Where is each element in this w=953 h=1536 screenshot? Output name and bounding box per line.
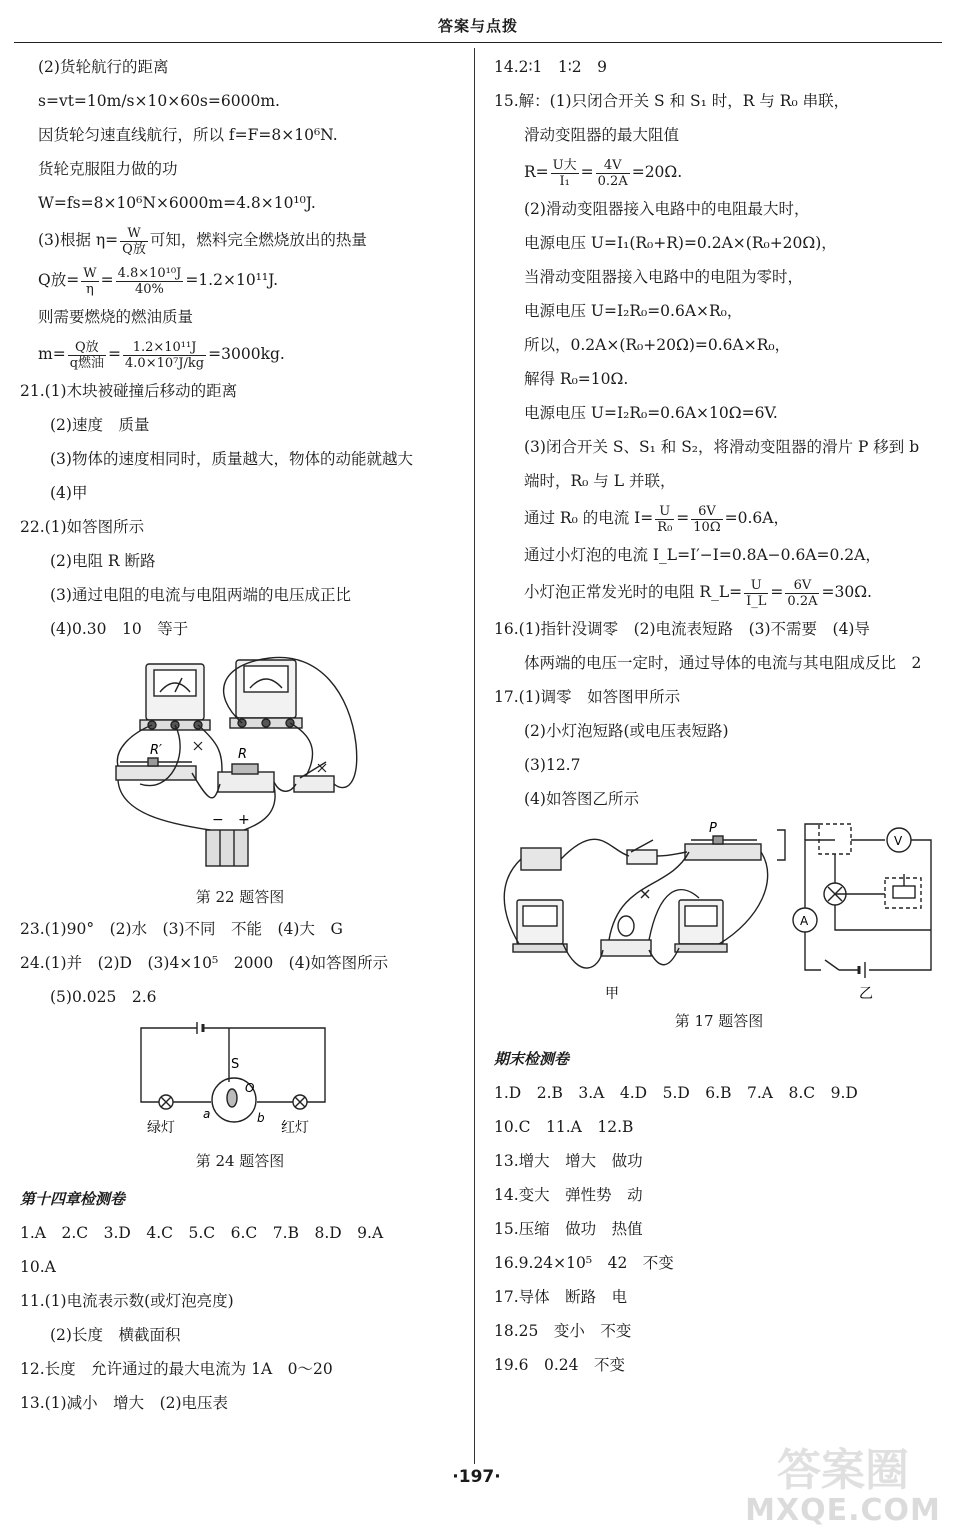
watermark-small: MXQE.COM <box>745 1493 941 1528</box>
text-line: W=fs=8×10⁶N×6000m=4.8×10¹⁰J. <box>38 194 316 212</box>
numerator: U <box>744 578 768 594</box>
formula-text: = <box>676 509 690 527</box>
text-line: (3)闭合开关 S、S₁ 和 S₂，将滑动变阻器的滑片 P 移到 b <box>524 438 920 456</box>
numerator: W <box>83 265 97 281</box>
text-line: (2)滑动变阻器接入电路中的电阻最大时， <box>524 200 810 218</box>
formula-text: m= <box>38 345 66 363</box>
circuit-17-diagram <box>499 820 939 1006</box>
text-line: 电源电压 U=I₁(R₀+R)=0.2A×(R₀+20Ω)， <box>524 234 837 252</box>
text-line: (3)通过电阻的电流与电阻两端的电压成正比 <box>50 586 351 604</box>
page-number: ·197· <box>452 1467 501 1487</box>
formula-text: (3)根据 η= <box>38 231 119 249</box>
label-a: a <box>203 1107 211 1121</box>
numerator: 1.2×10¹¹J <box>123 340 206 356</box>
text-line: 11.(1)电流表示数(或灯泡亮度) <box>20 1292 234 1310</box>
denominator: I_L <box>746 593 767 609</box>
text-line: (4)甲 <box>50 484 88 502</box>
label-v: V <box>894 834 903 848</box>
label-green-light: 绿灯 <box>147 1120 175 1136</box>
denominator: η <box>85 281 94 297</box>
figure-17-caption: 第 17 题答图 <box>674 1012 764 1030</box>
label-p: P <box>709 821 717 836</box>
fraction <box>68 340 106 371</box>
fraction <box>655 504 674 535</box>
fraction <box>744 578 768 609</box>
numerator: 4.8×10¹⁰J <box>117 265 182 281</box>
text-line: 10.C 11.A 12.B <box>494 1118 634 1136</box>
numerator: Q放 <box>68 340 106 356</box>
numerator: 6V <box>691 504 722 520</box>
label-plus: + <box>238 812 250 828</box>
text-line: 当滑动变阻器接入电路中的电阻为零时， <box>524 268 804 286</box>
figure-24 <box>135 1022 345 1146</box>
formula-text: =0.6A， <box>724 509 789 527</box>
question-16: 16.(1)指针没调零 (2)电流表短路 (3)不需要 (4)导 <box>494 620 870 638</box>
formula-text: Q放= <box>38 271 80 289</box>
formula-r <box>494 152 944 192</box>
text-line: 通过小灯泡的电流 I_L=I′−I=0.8A−0.6A=0.2A， <box>524 546 881 564</box>
formula-text: R= <box>524 163 549 181</box>
label-r-prime: R′ <box>150 743 162 758</box>
label-jia: 甲 <box>605 986 619 1002</box>
label-s: S <box>231 1057 240 1072</box>
label-a: A <box>800 914 809 928</box>
question-17: 17.(1)调零 如答图甲所示 <box>494 688 681 706</box>
text-line: 滑动变阻器的最大阻值 <box>524 126 680 144</box>
question-24: 24.(1)并 (2)D (3)4×10⁵ 2000 (4)如答图所示 <box>20 954 389 972</box>
denominator: 0.2A <box>787 593 818 609</box>
text-line: (2)小灯泡短路(或电压表短路) <box>524 722 729 740</box>
section-title-final: 期末检测卷 <box>494 1050 570 1068</box>
figure-22 <box>110 654 370 882</box>
denominator: 40% <box>135 281 164 297</box>
numerator: U大 <box>552 157 577 173</box>
text-line: 17.导体 断路 电 <box>494 1288 628 1306</box>
formula-rl <box>494 572 944 612</box>
fraction <box>691 504 722 535</box>
formula-text: 小灯泡正常发光时的电阻 R_L= <box>524 583 743 601</box>
label-red-light: 红灯 <box>281 1120 309 1136</box>
label-yi: 乙 <box>859 986 873 1002</box>
numerator: 4V <box>596 158 630 174</box>
text-line: 因货轮匀速直线航行，所以 f=F=8×10⁶N. <box>38 126 338 144</box>
text-line: 所以，0.2A×(R₀+20Ω)=0.6A×R₀， <box>524 336 791 354</box>
formula-text: = <box>100 271 114 289</box>
text-line: 14.变大 弹性势 动 <box>494 1186 643 1204</box>
text-line: 解得 R₀=10Ω. <box>524 370 629 388</box>
question-14: 14.2∶1 1∶2 9 <box>494 58 608 76</box>
label-r: R <box>238 747 248 762</box>
text-line: 1.D 2.B 3.A 4.D 5.D 6.B 7.A 8.C 9.D <box>494 1084 858 1102</box>
figure-22-caption: 第 22 题答图 <box>195 888 285 906</box>
text-line: 16.9.24×10⁵ 42 不变 <box>494 1254 674 1272</box>
column-divider <box>474 48 475 1464</box>
fraction <box>785 578 819 609</box>
formula-i <box>494 498 944 538</box>
text-line: (2)电阻 R 断路 <box>50 552 156 570</box>
text-line: 端时，R₀ 与 L 并联， <box>524 472 676 490</box>
text-line: 10.A <box>20 1258 56 1276</box>
header-title: 答案与点拨 <box>437 17 518 35</box>
denominator: R₀ <box>657 519 673 535</box>
text-line: 13.增大 增大 做功 <box>494 1152 643 1170</box>
denominator: 10Ω <box>693 519 721 535</box>
question-21: 21.(1)木块被碰撞后移动的距离 <box>20 382 238 400</box>
text-line: 电源电压 U=I₂R₀=0.6A×R₀， <box>524 302 743 320</box>
label-minus: − <box>212 812 224 828</box>
fraction <box>81 266 98 297</box>
denominator: 4.0×10⁷J/kg <box>125 355 205 371</box>
formula-text: =30Ω. <box>821 583 872 601</box>
formula-text: 通过 R₀ 的电流 I= <box>524 509 654 527</box>
page-header <box>14 14 942 43</box>
text-line: 1.A 2.C 3.D 4.C 5.C 6.C 7.B 8.D 9.A <box>20 1224 384 1242</box>
text-line: 则需要燃烧的燃油质量 <box>38 308 194 326</box>
formula-text: =3000kg. <box>208 345 285 363</box>
formula-m <box>20 334 460 374</box>
text-line: (3)12.7 <box>524 756 581 774</box>
question-15: 15.解：(1)只闭合开关 S 和 S₁ 时，R 与 R₀ 串联， <box>494 92 850 110</box>
denominator: I₁ <box>559 173 570 189</box>
fraction <box>596 158 630 189</box>
denominator: q燃油 <box>69 355 105 371</box>
fraction <box>123 340 206 371</box>
text-line: 货轮克服阻力做的功 <box>38 160 178 178</box>
label-o: O <box>245 1081 255 1095</box>
circuit-22-diagram <box>110 654 370 882</box>
question-22: 22.(1)如答图所示 <box>20 518 145 536</box>
formula-text: =20Ω. <box>631 163 683 181</box>
formula-text: 可知，燃料完全燃烧放出的热量 <box>149 231 367 249</box>
text-line: 15.压缩 做功 热值 <box>494 1220 643 1238</box>
text-line: (4)0.30 10 等于 <box>50 620 189 638</box>
formula-q <box>20 260 460 300</box>
text-line: 电源电压 U=I₂R₀=0.6A×10Ω=6V. <box>524 404 778 422</box>
question-23: 23.(1)90° (2)水 (3)不同 不能 (4)大 G <box>20 920 343 938</box>
text-line: 19.6 0.24 不变 <box>494 1356 626 1374</box>
fraction <box>120 226 148 257</box>
text-line: (2)长度 横截面积 <box>50 1326 181 1344</box>
denominator: Q放 <box>122 241 146 257</box>
text-line: 12.长度 允许通过的最大电流为 1A 0～20 <box>20 1360 333 1378</box>
fraction <box>551 158 579 189</box>
watermark-big: 答案圈 <box>777 1445 909 1496</box>
denominator: 0.2A <box>597 173 628 189</box>
figure-24-caption: 第 24 题答图 <box>195 1152 285 1170</box>
formula-text: = <box>108 345 122 363</box>
numerator: 6V <box>785 578 819 594</box>
formula-text: = <box>770 583 784 601</box>
section-title-ch14: 第十四章检测卷 <box>20 1190 126 1208</box>
formula-text: = <box>580 163 594 181</box>
watermark-logo <box>743 1432 943 1528</box>
numerator: U <box>655 504 674 520</box>
text-line: (2)速度 质量 <box>50 416 150 434</box>
numerator: W <box>120 226 148 242</box>
right-column <box>494 50 944 1382</box>
text-line: (2)货轮航行的距离 <box>38 58 169 76</box>
circuit-24-diagram <box>135 1022 345 1146</box>
figure-17 <box>499 820 939 1006</box>
text-line: s=vt=10m/s×10×60s=6000m. <box>38 92 280 110</box>
label-b: b <box>257 1111 265 1125</box>
text-line: (3)物体的速度相同时，质量越大，物体的动能就越大 <box>50 450 413 468</box>
formula-eta <box>20 220 460 260</box>
text-line: (4)如答图乙所示 <box>524 790 639 808</box>
text-line: (5)0.025 2.6 <box>50 988 157 1006</box>
text-line: 18.25 变小 不变 <box>494 1322 632 1340</box>
left-column <box>20 50 460 1420</box>
formula-text: =1.2×10¹¹J. <box>185 271 279 289</box>
fraction <box>116 266 184 297</box>
text-line: 13.(1)减小 增大 (2)电压表 <box>20 1394 229 1412</box>
text-line: 体两端的电压一定时，通过导体的电流与其电阻成反比 2 <box>524 654 922 672</box>
